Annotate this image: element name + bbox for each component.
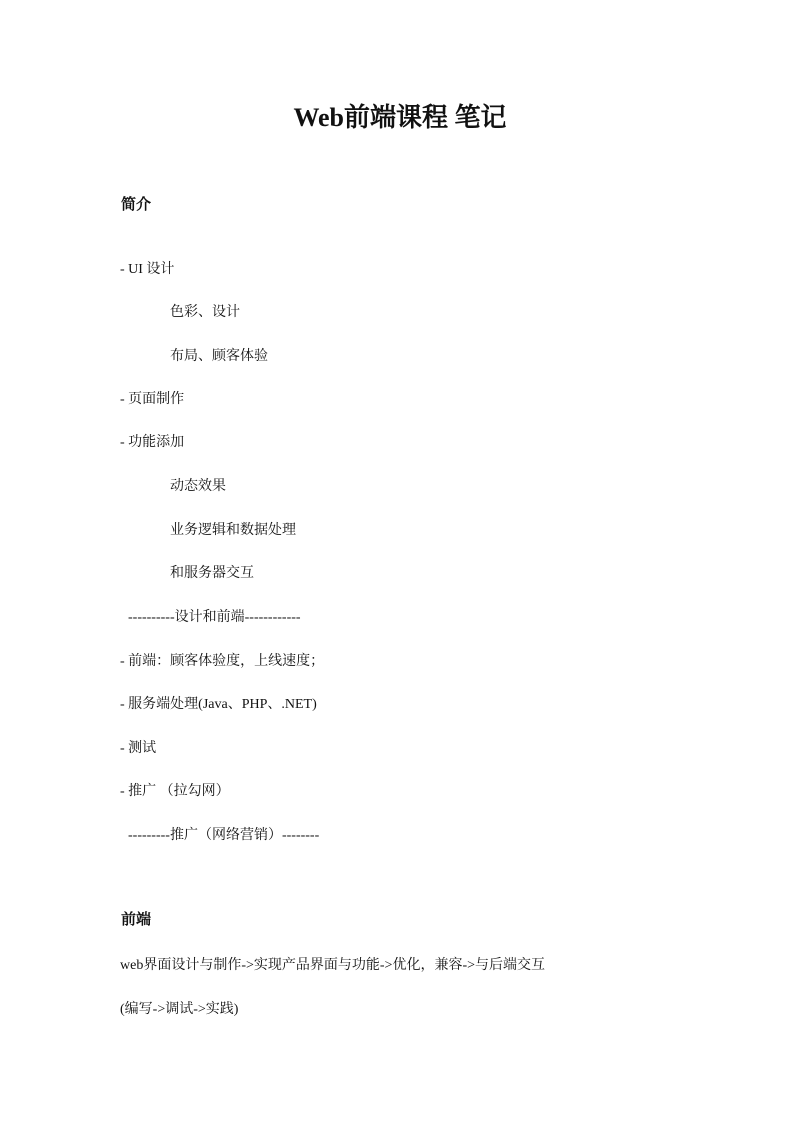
separator-line: ----------设计和前端------------ [128,610,301,625]
sub-item: 业务逻辑和数据处理 [170,523,296,538]
document-title: Web前端课程 笔记 [293,103,507,132]
sub-item: 布局、顾客体验 [170,349,268,364]
list-item: - 测试 [120,741,157,756]
paragraph: web界面设计与制作->实现产品界面与功能->优化，兼容->与后端交互 [120,958,545,973]
sub-item: 动态效果 [170,479,226,494]
sub-item: 色彩、设计 [170,305,240,320]
list-item: - 服务端处理(Java、PHP、.NET) [120,697,317,712]
section-heading-frontend: 前端 [121,912,152,928]
list-item: - UI 设计 [120,262,175,277]
sub-item: 和服务器交互 [170,566,254,581]
list-item: - 功能添加 [120,435,185,450]
list-item: - 页面制作 [120,392,185,407]
paragraph: (编写->调试->实践) [120,1002,239,1017]
separator-line: ---------推广（网络营销）-------- [128,828,320,843]
list-item: - 推广 （拉勾网） [120,784,230,799]
section-heading-intro: 简介 [121,197,152,213]
list-item: - 前端：顾客体验度，上线速度； [120,654,325,669]
